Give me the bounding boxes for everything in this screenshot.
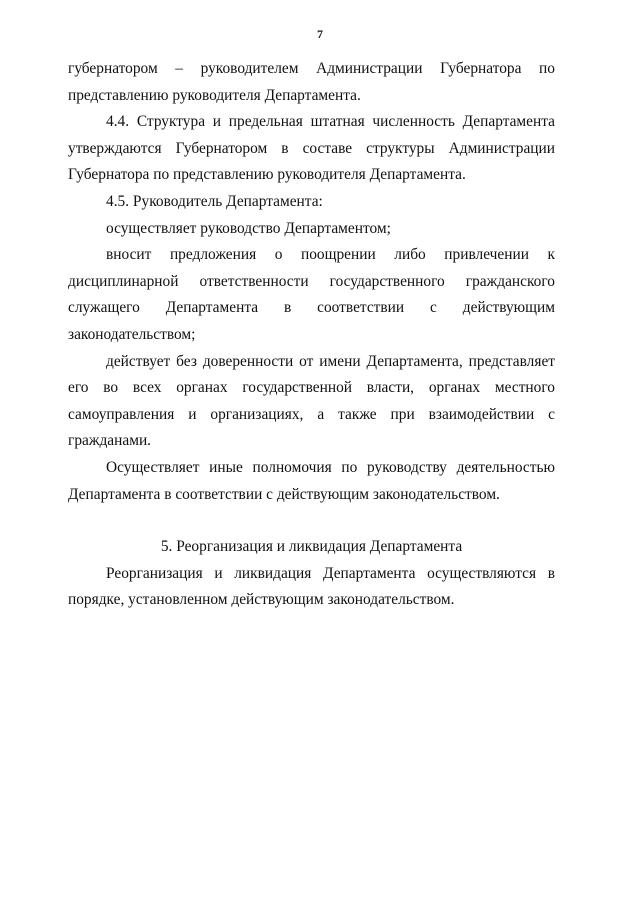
paragraph-other-powers: Осуществляет иные полномочия по руководству деятельностью Департамента в соответствии с действующим законодательством. bbox=[68, 458, 555, 503]
paragraph-acts-without-power-of-attorney: действует без доверенности от имени Департамента, представляет его во всех органах государственной власти, органах местного самоуправления и организациях, а также при взаимодействии с гражданами. bbox=[68, 352, 555, 450]
paragraph-proposals-incentives: вносит предложения о поощрении либо привлечении к дисциплинарной ответственности государственного гражданского служащего Департамента в соответствии с действующим законодательством; bbox=[68, 246, 555, 343]
section-spacer bbox=[68, 508, 555, 534]
section-5-heading: 5. Реорганизация и ликвидация Департамента bbox=[160, 538, 463, 556]
paragraph-4-4-structure: 4.4. Структура и предельная штатная численность Департамента утверждаются Губернатором в составе структуры Администрации Губернатора по представлению руководителя Департамента. bbox=[68, 113, 555, 184]
page-number: 7 bbox=[317, 27, 323, 41]
paragraph-manages-department: осуществляет руководство Департаментом; bbox=[106, 219, 391, 237]
paragraph-governor-approval: губернатором – руководителем Администрации Губернатора по представлению руководителя Департамента. bbox=[68, 60, 555, 104]
paragraph-4-5-head: 4.5. Руководитель Департамента: bbox=[106, 192, 323, 210]
paragraph-reorganization-liquidation: Реорганизация и ликвидация Департамента осуществляются в порядке, установленном действующим законодательством. bbox=[68, 564, 555, 609]
document-body bbox=[68, 56, 555, 614]
